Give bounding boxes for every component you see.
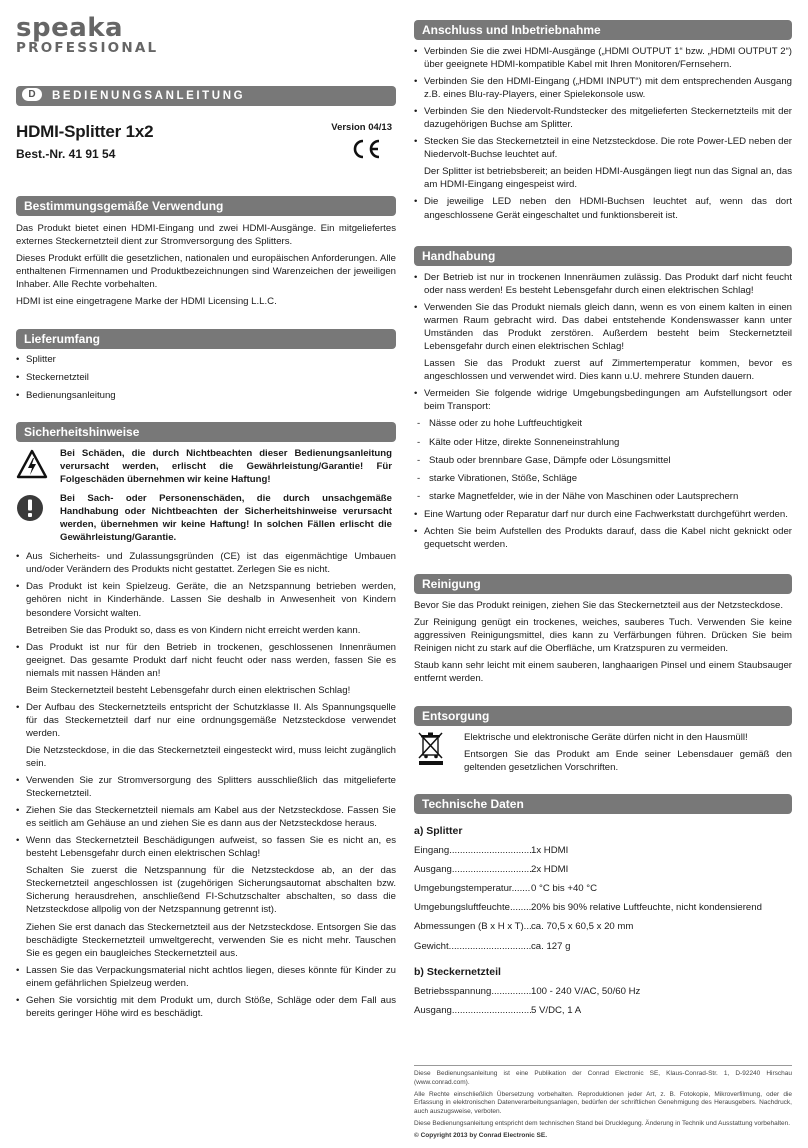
paragraph: Lassen Sie das Produkt zuerst auf Zimmertemperatur kommen, bevor es angeschlossen und verwendet wird. Dies kann u.U. mehrere Stunden dauern. xyxy=(424,358,792,383)
spec-key: Gewicht ..... xyxy=(414,940,531,953)
spec-row xyxy=(414,882,792,895)
list-item: • Verbinden Sie den HDMI-Eingang („HDMI INPUT“) mit dem entsprechenden Ausgang z.B. eines Blu-ray-Players, einer Spielekonsole usw. xyxy=(414,75,792,101)
spec-row xyxy=(414,940,792,953)
paragraph: Schalten Sie zuerst die Netzspannung für die Netzsteckdose ab, an der das Steckernetzteil angeschlossen ist (zugehörigen Sicherungsautomat abschalten bzw. Sicherung herausdrehen, anschließend FI-Schutzschalter abschalten, so dass die Netzsteckdose allpolig von der Netzspannung getrennt ist). xyxy=(26,865,396,916)
spec-value: 20% bis 90% relative Luftfeuchte, nicht kondensierend xyxy=(531,902,762,914)
language-badge: D xyxy=(22,88,42,101)
section-connect-header: Anschluss und Inbetriebnahme xyxy=(414,20,792,40)
condition-item: - starke Magnetfelder, wie in der Nähe von Maschinen oder Lautsprechern xyxy=(414,490,792,503)
paragraph: Betreiben Sie das Produkt so, dass es von Kindern nicht erreicht werden kann. xyxy=(26,624,361,636)
section-intended-use-header: Bestimmungsgemäße Verwendung xyxy=(16,196,396,216)
section-connect xyxy=(414,45,792,226)
list-item: • Das Produkt ist kein Spielzeug. Geräte, die an Netzspannung betrieben werden, gehören nicht in Kinderhände. Lassen Sie deshalb in Anwesenheit von Kindern besondere Vorsicht walten. xyxy=(16,580,396,619)
spec-value: ca. 127 g xyxy=(531,940,571,952)
version-label: Version 04/13 xyxy=(331,122,392,133)
spec-row xyxy=(414,920,792,933)
list-item: • Bedienungsanleitung xyxy=(16,389,396,402)
list-item: • Aus Sicherheits- und Zulassungsgründen (CE) ist das eigenmächtige Umbauen und/oder Verändern des Produkts nicht gestattet. Zerlegen Sie es nicht. xyxy=(16,550,396,576)
tech-subtitle-power-supply: b) Steckernetzteil xyxy=(414,965,501,978)
list-item: • Das Produkt ist nur für den Betrieb in trockenen, geschlossenen Innenräumen geeignet. Das gesamte Produkt darf nicht feucht oder nass werden, fassen Sie es niemals mit nassen Händen an! xyxy=(16,641,396,680)
section-tech xyxy=(414,824,792,1023)
spec-value: 0 °C bis +40 °C xyxy=(531,883,598,895)
spec-row xyxy=(414,985,792,998)
paragraph: Staub kann sehr leicht mit einem sauberen, langhaarigen Pinsel und einem Staubsauger entfernt werden. xyxy=(414,660,792,685)
list-item: • Der Betrieb ist nur in trockenen Innenräumen zulässig. Das Produkt darf nicht feucht oder nass werden! Es besteht Lebensgefahr durch einen elektrischen Schlag! xyxy=(414,271,792,297)
crossed-bin-icon xyxy=(418,731,444,765)
section-intended-use xyxy=(16,222,396,312)
paragraph: Beim Steckernetzteil besteht Lebensgefahr durch einen elektrischen Schlag! xyxy=(26,684,351,696)
condition-item: - Nässe oder zu hohe Luftfeuchtigkeit xyxy=(414,417,792,430)
paragraph: Ziehen Sie erst danach das Steckernetzteil aus der Netzsteckdose. Entsorgen Sie das beschädigte Steckernetzteil umweltgerecht, verwenden Sie es nicht mehr. Tauschen Sie es gegen ein baugleiches Steckernetzteil aus. xyxy=(26,921,396,959)
section-safety xyxy=(16,447,396,1024)
caution-block xyxy=(16,492,396,544)
list-item: • Lassen Sie das Verpackungsmaterial nicht achtlos liegen, dieses könnte für Kinder zu einem gefährlichen Spielzeug werden. xyxy=(16,964,396,990)
paragraph: Das Produkt bietet einen HDMI-Eingang und zwei HDMI-Ausgänge. Ein mitgeliefertes externes Steckernetzteil dient zur Stromversorgung des Splitters. xyxy=(16,223,396,248)
spec-key: Umgebungsluftfeuchte ..... xyxy=(414,901,531,914)
manual-header-bar xyxy=(16,86,396,106)
brand-subline: PROFESSIONAL xyxy=(16,40,159,56)
paragraph: Zur Reinigung genügt ein trockenes, weiches, sauberes Tuch. Verwenden Sie keine aggressiven Reinigungsmittel, dies kann zu Verfärbungen führen. Drücken Sie beim Reinigen nicht zu stark auf die Oberfläche, um Kratzspuren zu vermeiden. xyxy=(414,617,792,655)
section-handling-header: Handhabung xyxy=(414,246,792,266)
list-item: • Vermeiden Sie folgende widrige Umgebungsbedingungen am Aufstellungsort oder beim Transport: xyxy=(414,387,792,413)
list-item: • Der Aufbau des Steckernetzteils entspricht der Schutzklasse II. Als Spannungsquelle für das Steckernetzteil darf nur eine ordnungsgemäße Netzsteckdose verwendet werden. xyxy=(16,701,396,740)
brand-name: speaka xyxy=(16,13,124,43)
list-item: • Steckernetzteil xyxy=(16,371,396,384)
condition-item: - starke Vibrationen, Stöße, Schläge xyxy=(414,472,792,485)
section-tech-header: Technische Daten xyxy=(414,794,792,814)
list-item: • Stecken Sie das Steckernetzteil in eine Netzsteckdose. Die rote Power-LED neben der Niedervolt-Buchse leuchtet auf. xyxy=(414,135,792,161)
section-cleaning-header: Reinigung xyxy=(414,574,792,594)
list-item: • Verbinden Sie den Niedervolt-Rundstecker des mitgelieferten Steckernetzteils mit der dazugehörigen Buchse am Splitter. xyxy=(414,105,792,131)
warning-text: Bei Schäden, die durch Nichtbeachten dieser Bedienungsanleitung verursacht werden, erlischt die Gewährleistung/Garantie! Für Folgeschäden übernehmen wir keine Haftung! xyxy=(60,448,392,486)
list-item: • Verbinden Sie die zwei HDMI-Ausgänge („HDMI OUTPUT 1“ bzw. „HDMI OUTPUT 2“) über geeignete HDMI-kompatible Kabel mit Ihren Monitoren/Fernsehern. xyxy=(414,45,792,71)
list-item: • Die jeweilige LED neben den HDMI-Buchsen leuchtet auf, wenn das dort angeschlossene Gerät eingeschaltet und funktionsbereit ist. xyxy=(414,195,792,221)
section-scope-header: Lieferumfang xyxy=(16,329,396,349)
paragraph: Entsorgen Sie das Produkt am Ende seiner Lebensdauer gemäß den geltenden gesetzlichen Vorschriften. xyxy=(464,749,792,774)
high-voltage-warning-icon xyxy=(16,449,48,479)
spec-key: Ausgang ..... xyxy=(414,1004,531,1017)
paragraph: Bevor Sie das Produkt reinigen, ziehen Sie das Steckernetzteil aus der Netzsteckdose. xyxy=(414,600,784,611)
section-disposal xyxy=(464,731,792,778)
spec-row xyxy=(414,844,792,857)
paragraph: Dieses Produkt erfüllt die gesetzlichen, nationalen und europäischen Anforderungen. Alle enthaltenen Firmennamen und Produktbezeichnungen sind Warenzeichen der jeweiligen Inhaber. Alle Rechte vorbehalten. xyxy=(16,253,396,291)
imprint-rights: Alle Rechte einschließlich Übersetzung vorbehalten. Reproduktionen jeder Art, z. B. Fotokopie, Mikroverfilmung, oder die Erfassung in elektronischen Datenverarbeitungsanlagen, bedürfen der schriftlichen Genehmigung des Herausgebers. Nachdruck, auch auszugsweise, verboten. xyxy=(414,1090,792,1116)
paragraph: Elektrische und elektronische Geräte dürfen nicht in den Hausmüll! xyxy=(464,732,748,743)
ce-mark-icon xyxy=(350,138,382,160)
tech-subtitle-splitter: a) Splitter xyxy=(414,825,463,837)
list-item: • Splitter xyxy=(16,353,396,366)
paragraph: Die Netzsteckdose, in die das Steckernetzteil eingesteckt wird, muss leicht zugänglich sein. xyxy=(26,744,396,769)
spec-key: Ausgang ..... xyxy=(414,863,531,876)
list-item: • Eine Wartung oder Reparatur darf nur durch eine Fachwerkstatt durchgeführt werden. xyxy=(414,508,792,521)
condition-item: - Staub oder brennbare Gase, Dämpfe oder Lösungsmittel xyxy=(414,454,792,467)
list-item: • Achten Sie beim Aufstellen des Produkts darauf, dass die Kabel nicht geknickt oder gequetscht werden. xyxy=(414,525,792,551)
condition-item: - Kälte oder Hitze, direkte Sonneneinstrahlung xyxy=(414,436,792,449)
spec-key: Abmessungen (B x H x T) ..... xyxy=(414,920,531,933)
copyright: © Copyright 2013 by Conrad Electronic SE. xyxy=(414,1131,548,1139)
spec-value: 100 - 240 V/AC, 50/60 Hz xyxy=(531,985,641,997)
manual-label: BEDIENUNGSANLEITUNG xyxy=(52,90,246,102)
spec-key: Umgebungstemperatur ..... xyxy=(414,882,531,895)
exclamation-caution-icon xyxy=(16,494,44,522)
page-title: HDMI-Splitter 1x2 xyxy=(16,122,154,141)
imprint-footer xyxy=(414,1065,792,1143)
list-item: • Wenn das Steckernetzteil Beschädigungen aufweist, so fassen Sie es nicht an, es besteht Lebensgefahr durch einen elektrischen Schlag! xyxy=(16,834,396,860)
spec-row xyxy=(414,1004,792,1017)
paragraph: Der Splitter ist betriebsbereit; an beiden HDMI-Ausgängen liegt nun das Signal an, das am HDMI-Eingang eingespeist wird. xyxy=(424,166,792,191)
spec-value: 1x HDMI xyxy=(531,845,569,857)
imprint-state: Diese Bedienungsanleitung entspricht dem technischen Stand bei Drucklegung. Änderung in Technik und Ausstattung vorbehalten. xyxy=(414,1119,791,1127)
brand-logo xyxy=(16,13,159,56)
spec-key: Eingang ..... xyxy=(414,844,531,857)
scope-list xyxy=(16,353,396,407)
spec-row xyxy=(414,863,792,876)
list-item: • Gehen Sie vorsichtig mit dem Produkt um, durch Stöße, Schläge oder dem Fall aus bereits geringer Höhe wird es beschädigt. xyxy=(16,994,396,1020)
imprint-publisher: Diese Bedienungsanleitung ist eine Publikation der Conrad Electronic SE, Klaus-Conrad-Str. 1, D-92240 Hirschau (www.conrad.com). xyxy=(414,1070,792,1086)
order-number: Best.-Nr. 41 91 54 xyxy=(16,147,116,161)
section-safety-header: Sicherheitshinweise xyxy=(16,422,396,442)
spec-value: 5 V/DC, 1 A xyxy=(531,1004,582,1016)
spec-key: Betriebsspannung ..... xyxy=(414,985,531,998)
section-handling xyxy=(414,271,792,555)
list-item: • Ziehen Sie das Steckernetzteil niemals am Kabel aus der Netzsteckdose. Fassen Sie es seitlich am Gehäuse an und ziehen Sie es dann aus der Netzsteckdose heraus. xyxy=(16,804,396,830)
spec-value: 2x HDMI xyxy=(531,864,569,876)
list-item: • Verwenden Sie zur Stromversorgung des Splitters ausschließlich das mitgelieferte Steckernetzteil. xyxy=(16,774,396,800)
warning-block xyxy=(16,447,396,486)
section-cleaning xyxy=(414,599,792,689)
section-disposal-header: Entsorgung xyxy=(414,706,792,726)
caution-text: Bei Sach- oder Personenschäden, die durch unsachgemäße Handhabung oder Nichtbeachten der Sicherheitshinweise verursacht werden, übernehmen wir keine Haftung! In solchen Fällen erlischt die Gewährleistung/Garantie. xyxy=(60,493,392,544)
list-item: • Verwenden Sie das Produkt niemals gleich dann, wenn es von einem kalten in einen warmen Raum gebracht wird. Das dabei entstehende Kondenswasser kann unter Umständen das Produkt zerstören. Außerdem besteht beim Steckernetzteil Lebensgefahr durch einen elektrischen Schlag! xyxy=(414,301,792,353)
paragraph: HDMI ist eine eingetragene Marke der HDMI Licensing L.L.C. xyxy=(16,296,277,308)
spec-value: ca. 70,5 x 60,5 x 20 mm xyxy=(531,921,634,933)
spec-row xyxy=(414,901,792,914)
